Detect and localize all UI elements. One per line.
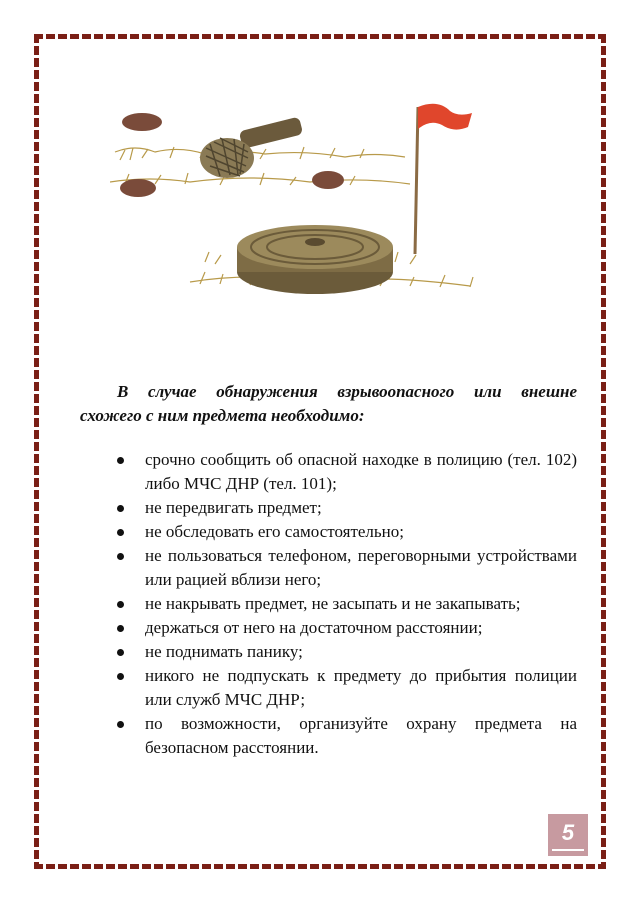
list-item: держаться от него на достаточном расстоянии;: [117, 616, 577, 640]
grenade-icon: [200, 117, 303, 178]
list-item: не поднимать панику;: [117, 640, 577, 664]
list-item: никого не подпускать к предмету до прибытия полиции или служб МЧС ДНР;: [117, 664, 577, 712]
frame-right: [601, 34, 606, 869]
warning-flag-icon: [415, 104, 472, 254]
list-item: по возможности, организуйте охрану предмета на безопасном расстоянии.: [117, 712, 577, 760]
page-number-underline: [552, 849, 584, 851]
list-item: не пользоваться телефоном, переговорными устройствами или рацией вблизи него;: [117, 544, 577, 592]
page-number-badge: [548, 814, 588, 856]
intro-paragraph: [80, 380, 577, 428]
frame-top: [34, 34, 606, 39]
landmine-icon: [237, 225, 393, 294]
list-item: не обследовать его самостоятельно;: [117, 520, 577, 544]
rock: [122, 113, 162, 131]
landmine-illustration: [110, 92, 490, 307]
rock: [120, 179, 156, 197]
frame-bottom: [34, 864, 606, 869]
intro-line-2: схожего с ним предмета необходимо:: [80, 406, 365, 425]
safety-rules-list: [117, 448, 577, 760]
intro-line-1: В случае обнаружения взрывоопасного или внешне: [117, 382, 577, 401]
rock: [312, 171, 344, 189]
list-item: не передвигать предмет;: [117, 496, 577, 520]
frame-left: [34, 34, 39, 869]
list-item: срочно сообщить об опасной находке в полицию (тел. 102) либо МЧС ДНР (тел. 101);: [117, 448, 577, 496]
page-number: 5: [561, 820, 575, 845]
list-item: не накрывать предмет, не засыпать и не закапывать;: [117, 592, 577, 616]
